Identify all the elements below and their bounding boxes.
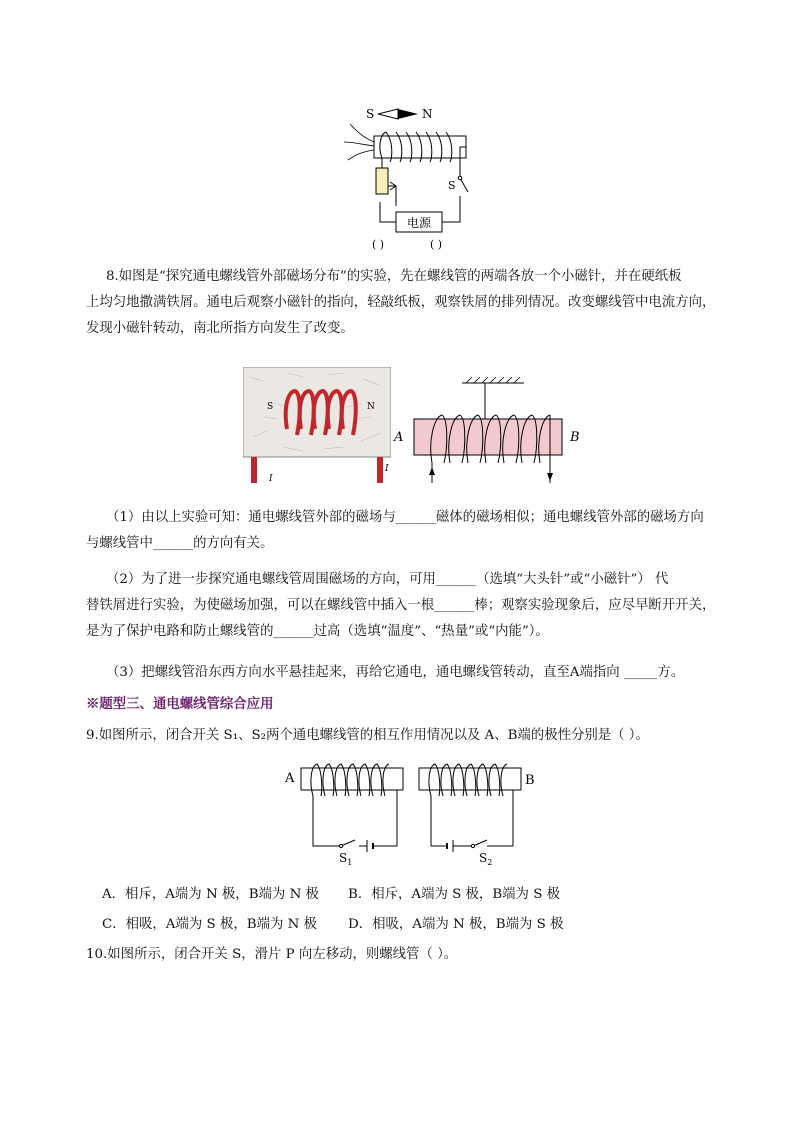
rheostat (376, 168, 388, 194)
needle-s-label: S (366, 107, 375, 121)
q8-sub3-line: （3）把螺线管沿东西方向水平悬挂起来，再给它通电，通电螺线管转动，直至A端指向 _____方。 (106, 665, 685, 680)
right-circuit (431, 790, 513, 846)
q9-option-d[interactable]: D．相吸，A端为 N 极，B端为 S 极 (348, 917, 564, 932)
blank-right: ( ) (430, 238, 443, 251)
s1-label: $S_1$ (339, 851, 353, 867)
switch-lever (460, 178, 468, 192)
figure-solenoid-circuit (330, 96, 490, 256)
question-9-stem (86, 723, 726, 749)
q8-sub1-line-1: （1）由以上实验可知：通电螺线管外部的磁场与______磁体的磁场相似；通电螺线管外部的磁场方向 (106, 510, 704, 525)
q8-sub2-line-3: 是为了保护电路和防止螺线管的______过高（选填“温度”、“热量”或“内能”）。 (86, 624, 549, 639)
q9-option-a[interactable]: A．相斥，A端为 N 极，B端为 N 极 (102, 887, 319, 902)
left-circuit (313, 790, 397, 846)
q8-sub2-line-1: （2）为了进一步探究通电螺线管周围磁场的方向，可用______（选填“大头针”或“小磁针”） 代 (106, 572, 669, 587)
blank-left: ( ) (372, 238, 385, 251)
switch-s1-pivot (339, 844, 342, 847)
question-8-stem (86, 264, 726, 342)
q9-label-b: B (525, 773, 535, 788)
q8-sub1-line-2: 与螺线管中______的方向有关。 (86, 536, 274, 551)
q8-line-2: 上均匀地撒满铁屑。通电后观察小磁针的指向，轻敲纸板，观察铁屑的排列情况。改变螺线管中电流方向， (86, 295, 716, 310)
ceiling-hatch (466, 377, 520, 383)
q9-option-b[interactable]: B．相斥，A端为 S 极，B端为 S 极 (348, 887, 561, 902)
compass-needle-left (378, 109, 398, 119)
power-label: 电源 (407, 216, 432, 230)
s2-label: $S_2$ (479, 851, 493, 867)
switch-label: S (448, 179, 456, 192)
section-heading: ※题型三、通电螺线管综合应用 (86, 696, 274, 712)
hanging-solenoid-figure (392, 375, 592, 487)
left-leg (251, 457, 257, 483)
switch-s1 (341, 840, 355, 846)
lead-wires (344, 124, 374, 160)
compass-needle-right (398, 109, 418, 119)
current-label-1: I (269, 474, 273, 484)
q10-stem-line: 10.如图所示，闭合开关 S，滑片 P 向左移动，则螺线管（ ）。 (86, 947, 458, 962)
q8-sub-2 (86, 567, 726, 645)
switch-s2 (473, 840, 487, 846)
arrow-down (547, 473, 553, 481)
current-label-2: I (385, 464, 389, 474)
needle-n-label: N (422, 107, 433, 121)
q8-sub-1 (86, 505, 726, 557)
right-leg (377, 457, 383, 483)
iron-filings-photo (243, 367, 391, 487)
left-solenoid-core (301, 768, 403, 790)
q8-sub-3 (86, 660, 726, 686)
question-10-stem (86, 942, 726, 968)
q9-label-a: A (285, 771, 295, 786)
right-solenoid-core (419, 768, 521, 790)
photo-board (243, 367, 391, 457)
switch-s2-pivot (471, 844, 474, 847)
q9-option-c[interactable]: C．相吸，A端为 S 极，B端为 N 极 (102, 917, 317, 932)
photo-n-label: N (367, 402, 375, 412)
two-solenoids-figure (283, 762, 545, 870)
q9-stem-line: 9.如图所示，闭合开关 S₁、S₂两个通电螺线管的相互作用情况以及 A、B端的极性分别是（ ）。 (86, 728, 649, 743)
arrow-up (429, 467, 435, 475)
q8-line-1: 8.如图是“探究通电螺线管外部磁场分布”的实验，先在螺线管的两端各放一个小磁针，并在硬纸板 (106, 269, 682, 284)
label-a: A (394, 430, 404, 445)
photo-s-label: S (267, 402, 274, 412)
switch-contact (458, 176, 462, 180)
q8-sub2-line-2: 替铁屑进行实验，为使磁场加强，可以在螺线管中插入一根______棒；观察实验现象后，应尽早断开开关， (86, 598, 716, 613)
label-b: B (570, 430, 580, 445)
q8-line-3: 发现小磁针转动，南北所指方向发生了改变。 (86, 321, 354, 336)
